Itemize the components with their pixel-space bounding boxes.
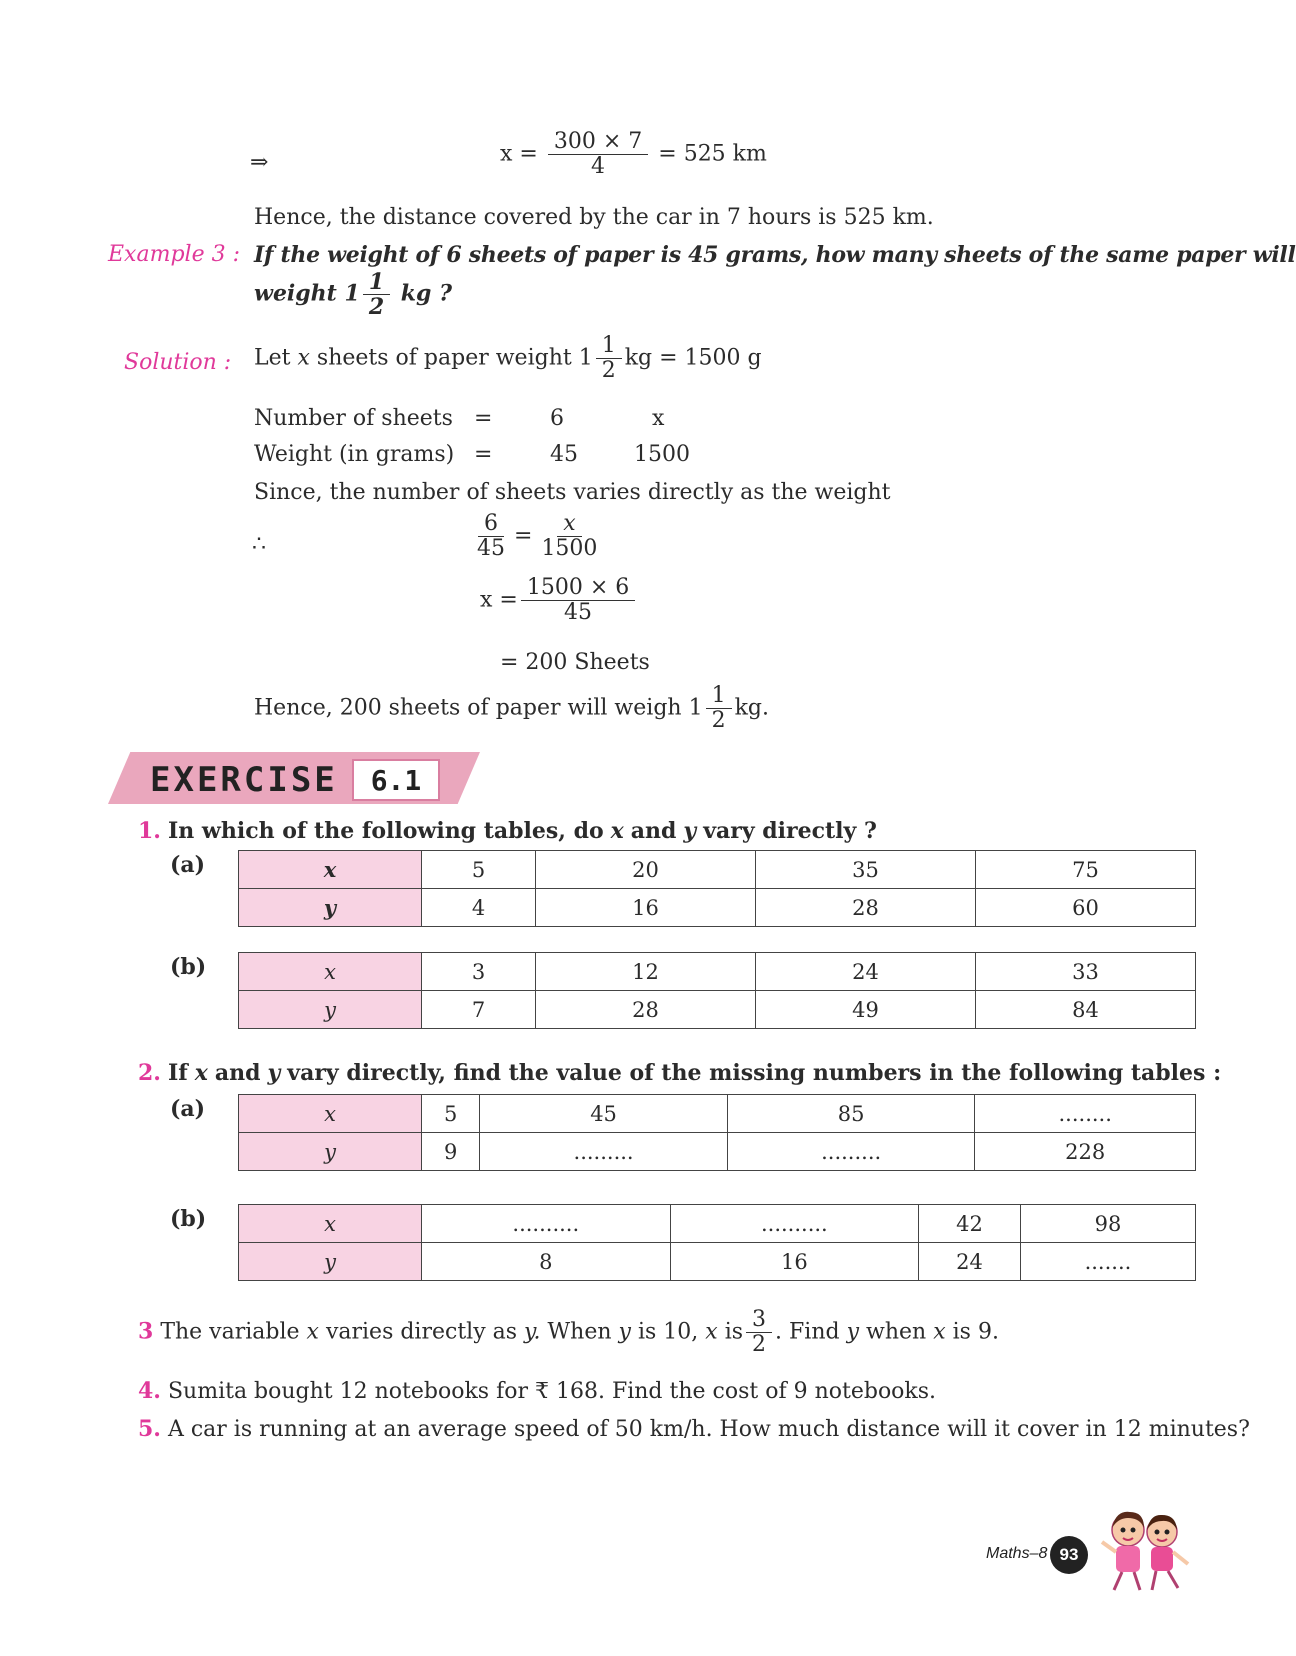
question-text: If: [167, 1060, 188, 1086]
cell: 60: [975, 889, 1195, 927]
text: Let: [254, 345, 291, 371]
exercise-title: EXERCISE: [150, 760, 338, 800]
cell: ..........: [422, 1205, 671, 1243]
denominator: 4: [591, 154, 606, 180]
kids-mascot-icon: [1096, 1500, 1196, 1600]
question-text: A car is running at an average speed of 50 km/h. How much distance will it cover in 12 minutes?: [167, 1417, 1250, 1442]
example-question-line1: If the weight of 6 sheets of paper is 45 grams, how many sheets of the same paper will: [254, 242, 1296, 268]
question-text: . Find: [775, 1319, 840, 1345]
x-equals: x =: [480, 587, 518, 613]
row-header: y: [239, 889, 422, 927]
example-question-line2: [254, 270, 452, 319]
cell: 24: [919, 1243, 1021, 1281]
table-1a: [238, 850, 1196, 927]
row1-label: Number of sheets: [254, 406, 453, 431]
numerator: 1: [363, 270, 390, 295]
fraction: [746, 1308, 772, 1357]
numerator: 3: [746, 1308, 772, 1333]
equals: =: [514, 523, 533, 549]
q2b-label: (b): [170, 1206, 207, 1232]
question-1: [138, 818, 877, 844]
row-header: y: [239, 1133, 422, 1171]
table-row: [239, 889, 1196, 927]
row2-label: Weight (in grams): [254, 442, 455, 467]
question-number: 4.: [138, 1378, 161, 1404]
var-x: x: [297, 345, 310, 371]
var-y: y: [618, 1319, 631, 1345]
table-row: [239, 1133, 1196, 1171]
cell: 7: [422, 991, 536, 1029]
numerator: x: [557, 512, 581, 537]
row1-v1: 6: [550, 406, 564, 431]
numerator: 6: [478, 512, 504, 537]
row1-v2: x: [652, 406, 665, 431]
row-header: x: [239, 851, 422, 889]
cell: 20: [536, 851, 756, 889]
question-text: is 10,: [637, 1319, 699, 1345]
denominator: 2: [711, 708, 726, 734]
top-equation: [500, 130, 767, 179]
question-text: varies directly as: [325, 1319, 518, 1345]
var-x: x: [194, 1060, 208, 1086]
fraction: [363, 270, 390, 319]
var-y: y.: [524, 1319, 541, 1345]
row1-eq: =: [474, 406, 493, 431]
cell: 84: [975, 991, 1195, 1029]
denominator: 2: [601, 358, 616, 384]
q1b-label: (b): [170, 954, 207, 980]
page-number: 93: [1050, 1536, 1088, 1574]
cell: .........: [727, 1133, 975, 1171]
question-text: Sumita bought 12 notebooks for ₹ 168. Find the cost of 9 notebooks.: [167, 1379, 937, 1404]
cell: ........: [975, 1095, 1196, 1133]
cell: 35: [756, 851, 976, 889]
table-row: [239, 1095, 1196, 1133]
table-1b: [238, 952, 1196, 1029]
var-y: y: [683, 818, 697, 844]
cell: ..........: [670, 1205, 919, 1243]
fraction: [596, 334, 622, 383]
fraction: [706, 684, 732, 733]
numerator: 1500 × 6: [521, 576, 635, 601]
cell: 9: [422, 1133, 480, 1171]
exercise-number: 6.1: [352, 759, 440, 801]
x-solve-equation: [480, 576, 638, 625]
solution-line1: [254, 334, 762, 383]
row-header: x: [239, 1095, 422, 1133]
row2-v1: 45: [550, 442, 578, 467]
denominator: 45: [477, 536, 505, 562]
cell: 98: [1020, 1205, 1195, 1243]
cell: 16: [536, 889, 756, 927]
fraction: [535, 512, 603, 561]
cell: .........: [480, 1133, 728, 1171]
numerator: 1: [706, 684, 732, 709]
table-row: [239, 953, 1196, 991]
cell: 49: [756, 991, 976, 1029]
result-sheets: = 200 Sheets: [500, 650, 650, 675]
var-x: x: [933, 1319, 946, 1345]
question-2: [138, 1060, 1221, 1086]
var-x: x: [306, 1319, 319, 1345]
row-header: x: [239, 1205, 422, 1243]
row-header: y: [239, 1243, 422, 1281]
cell: .......: [1020, 1243, 1195, 1281]
cell: 28: [756, 889, 976, 927]
var-x: x: [610, 818, 624, 844]
question-text: and: [214, 1060, 261, 1086]
question-text: weight 1: [254, 280, 360, 307]
row-header: x: [239, 953, 422, 991]
q2a-label: (a): [170, 1096, 206, 1122]
cell: 75: [975, 851, 1195, 889]
question-text: vary directly ?: [703, 818, 877, 844]
cell: 24: [756, 953, 976, 991]
cell: 42: [919, 1205, 1021, 1243]
question-text: is: [724, 1319, 744, 1345]
question-4: [138, 1378, 936, 1404]
question-text: When: [547, 1319, 612, 1345]
table-row: [239, 991, 1196, 1029]
table-row: [239, 851, 1196, 889]
denominator: 45: [564, 600, 593, 626]
numerator: 300 × 7: [548, 130, 648, 155]
question-text: and: [630, 818, 677, 844]
table-row: [239, 1243, 1196, 1281]
question-number: 2.: [138, 1060, 161, 1086]
cell: 4: [422, 889, 536, 927]
row-header: y: [239, 991, 422, 1029]
question-text: kg ?: [400, 280, 452, 307]
table-2a: [238, 1094, 1196, 1171]
var-y: y: [846, 1319, 860, 1345]
text: kg.: [734, 695, 769, 721]
question-text: The variable: [160, 1319, 300, 1345]
cell: 5: [422, 1095, 480, 1133]
cell: 85: [727, 1095, 975, 1133]
denominator: 2: [752, 1332, 767, 1358]
denominator: 1500: [541, 536, 598, 562]
fraction: [548, 130, 648, 179]
table-row: [239, 1205, 1196, 1243]
fraction: [471, 512, 511, 561]
denominator: 2: [368, 294, 385, 321]
question-3: [138, 1308, 999, 1357]
cell: 8: [422, 1243, 671, 1281]
row2-eq: =: [474, 442, 493, 467]
question-text: In which of the following tables, do: [167, 818, 604, 844]
numerator: 1: [596, 334, 622, 359]
var-x: x: [705, 1319, 718, 1345]
text: kg = 1500 g: [624, 345, 762, 371]
question-number: 1.: [138, 818, 161, 844]
hence-sheets: [254, 684, 769, 733]
solution-label: Solution :: [124, 350, 232, 375]
cell: 16: [670, 1243, 919, 1281]
therefore-symbol: ∴: [252, 532, 266, 557]
cell: 28: [536, 991, 756, 1029]
question-5: [138, 1416, 1250, 1442]
example-label: Example 3 :: [108, 242, 240, 267]
proportion-equation: [468, 512, 606, 561]
implies-symbol: ⇒: [250, 150, 269, 175]
x-equals: x =: [500, 141, 538, 167]
cell: 12: [536, 953, 756, 991]
question-text: when: [866, 1319, 927, 1345]
book-title: Maths–8: [986, 1545, 1048, 1562]
question-number: 5.: [138, 1416, 161, 1442]
hence-distance: Hence, the distance covered by the car in 7 hours is 525 km.: [254, 205, 934, 230]
cell: 45: [480, 1095, 728, 1133]
var-y: y: [267, 1060, 281, 1086]
cell: 5: [422, 851, 536, 889]
cell: 3: [422, 953, 536, 991]
fraction: [521, 576, 635, 625]
cell: 228: [975, 1133, 1196, 1171]
text: sheets of paper weight 1: [316, 345, 593, 371]
table-2b: [238, 1204, 1196, 1281]
text: Hence, 200 sheets of paper will weigh 1: [254, 695, 703, 721]
result: = 525 km: [658, 141, 767, 167]
question-text: vary directly, find the value of the missing numbers in the following tables :: [287, 1060, 1222, 1086]
row2-v2: 1500: [634, 442, 690, 467]
question-number: 3: [138, 1318, 154, 1345]
cell: 33: [975, 953, 1195, 991]
q1a-label: (a): [170, 852, 206, 878]
question-text: is 9.: [952, 1319, 999, 1345]
since-line: Since, the number of sheets varies directly as the weight: [254, 480, 891, 505]
